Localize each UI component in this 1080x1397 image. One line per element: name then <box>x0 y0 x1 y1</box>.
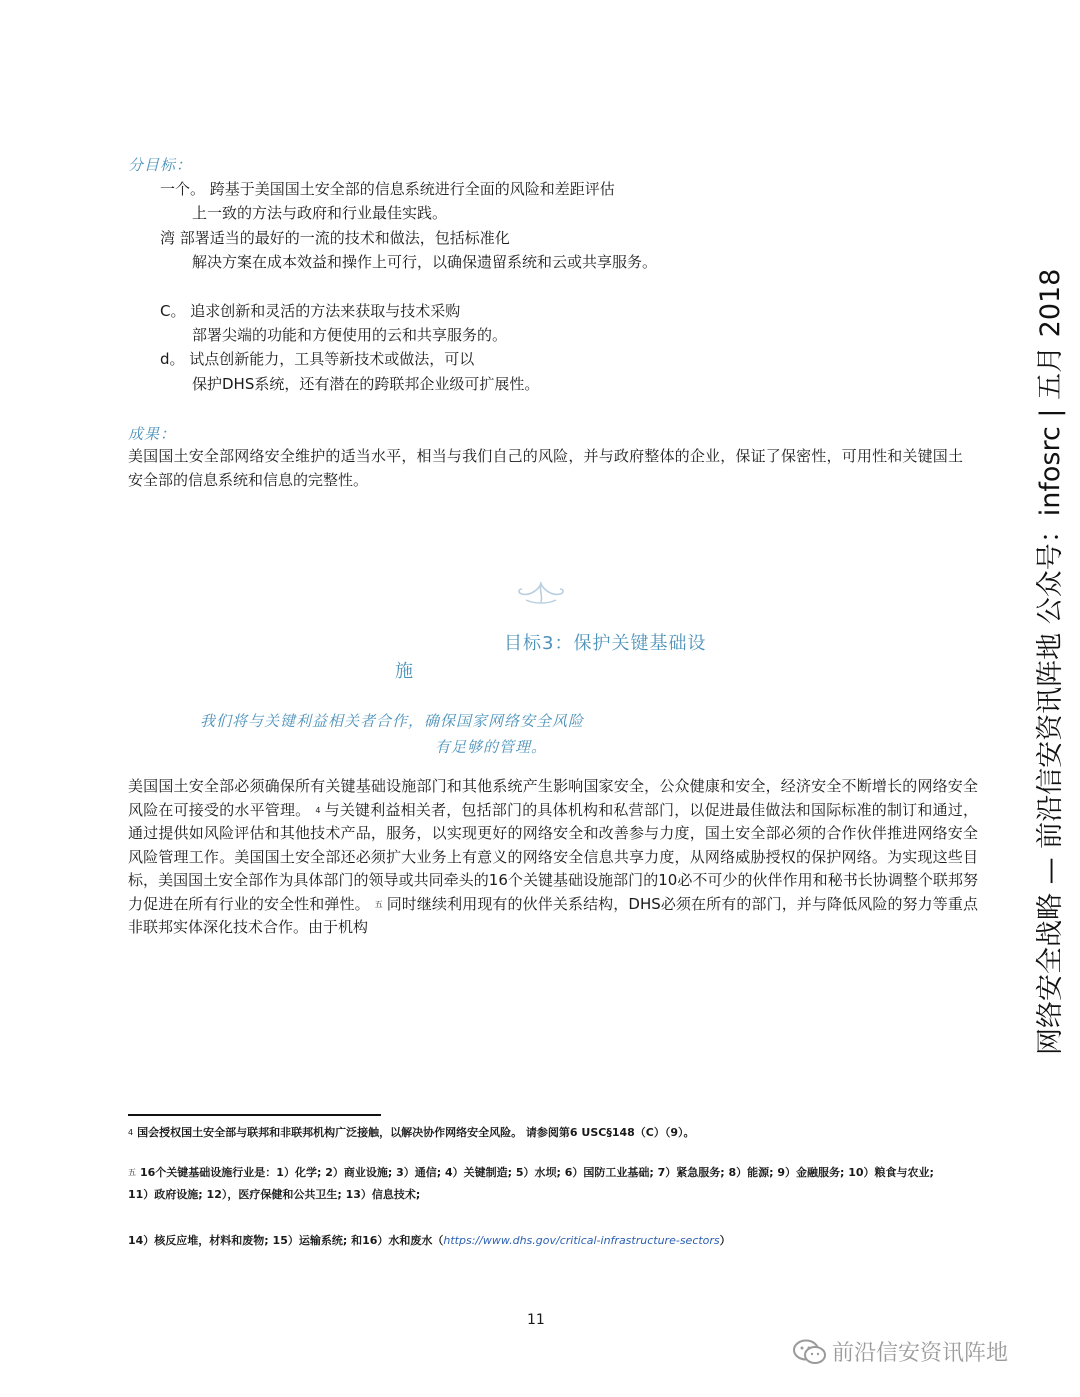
subgoal-c-line2: 部署尖端的功能和方便使用的云和共享服务的。 <box>192 326 508 344</box>
footnote-4-mark: 4 <box>128 1128 134 1137</box>
watermark <box>792 1336 1008 1367</box>
subgoal-a-line2: 上一致的方法与政府和行业最佳实践。 <box>192 204 448 222</box>
footnote-ref-5[interactable]: 五 <box>374 899 383 909</box>
goal3-title: 目标3：保护关键基础设 <box>504 633 707 654</box>
footnote-ref-4[interactable]: 4 <box>315 805 321 815</box>
footnote-5-mark: 五 <box>128 1168 136 1177</box>
body-text-part1: 美国国土安全部必须确保所有关键基础设施部门和其他系统产生影响国家安全，公众健康和安全，经济安全不断增长的网络安全风险在可接受的水平管理。 <box>128 777 978 819</box>
sidebar-title: 网络安全战略 — 前沿信安资讯阵地 公众号：infosrc | 五月 2018 <box>1035 268 1066 1055</box>
footnote-5 <box>128 1162 958 1206</box>
subgoal-b-line2: 解决方案在成本效益和操作上可行，以确保遗留系统和云或共享服务。 <box>192 253 658 271</box>
footnote-5-text: 16个关键基础设施行业是：1）化学; 2）商业设施; 3）通信; 4）关键制造; 5）水坝; 6）国防工业基础; 7）紧急服务; 8）能源; 9）金融服务; 10）粮食与农业; 11）政府设施; 12），医疗保健和公共卫生; 13）信息技术; <box>128 1166 934 1201</box>
subgoal-a-line1: 一个。 跨基于美国国土安全部的信息系统进行全面的风险和差距评估 <box>160 180 615 198</box>
goal3-quote-cont: 有足够的管理。 <box>435 738 548 756</box>
subgoals-label: 分目标： <box>128 156 193 174</box>
body-text-part2: 与关键利益相关者，包括部门的具体机构和私营部门，以促进最佳做法和国际标准的制订和通过，通过提供如风险评估和其他技术产品，服务，以实现更好的网络安全和改善参与力度，国土安全部必须的合作伙伴推进网络安全风险管理工作。美国国土安全部还必须扩大业务上有意义的网络安全信息共享力度，从网络威胁授权的保护网络。为实现这些目标，美国国土安全部作为具体部门的领导或共同牵头的16个关键基础设施部门的10必不可少的伙伴作用和秘书长协调整个联邦努力促进在所有行业的安全性和弹性。 <box>128 800 978 913</box>
goal3-quote: 我们将与关键利益相关者合作，确保国家网络安全风险 <box>200 712 585 730</box>
footnote-5-end: ） <box>719 1234 731 1247</box>
page-number: 11 <box>527 1312 545 1328</box>
subgoal-b-line1: 湾 部署适当的最好的一流的技术和做法，包括标准化 <box>160 229 510 247</box>
goal3-body-paragraph <box>128 775 978 940</box>
outcome-text: 美国国土安全部网络安全维护的适当水平，相当与我们自己的风险，并与政府整体的企业，保证了保密性，可用性和关键国土安全部的信息系统和信息的完整性。 <box>128 447 963 489</box>
subgoal-d-line1: d。 试点创新能力，工具等新技术或做法，可以 <box>160 350 475 368</box>
ornament-icon <box>516 580 566 606</box>
footnote-5-cont-text: 14）核反应堆，材料和废物; 15）运输系统; 和16）水和废水（ <box>128 1234 444 1247</box>
goal3-title-cont: 施 <box>395 661 414 682</box>
footnote-divider <box>128 1114 381 1116</box>
watermark-text: 前沿信安资讯阵地 <box>832 1341 1009 1366</box>
footnote-4-text: 国会授权国土安全部与联邦和非联邦机构广泛接触，以解决协作网络安全风险。 请参阅第6 USC§148（C）（9）。 <box>137 1126 695 1139</box>
dhs-sectors-link[interactable]: https://www.dhs.gov/critical-infrastructure-sectors <box>443 1234 720 1247</box>
wechat-icon <box>792 1338 828 1366</box>
outcome-label: 成果： <box>128 425 177 443</box>
subgoal-d-line2: 保护DHS系统，还有潜在的跨联邦企业级可扩展性。 <box>192 375 540 393</box>
subgoal-c-line1: C。 追求创新和灵活的方法来获取与技术采购 <box>160 302 461 320</box>
footnote-5-continued <box>128 1230 978 1252</box>
body-text-part3: 同时继续利用现有的伙伴关系结构，DHS必须在所有的部门，并与降低风险的努力等重点非联邦实体深化技术合作。由于机构 <box>128 894 978 936</box>
footnote-4 <box>128 1122 978 1144</box>
